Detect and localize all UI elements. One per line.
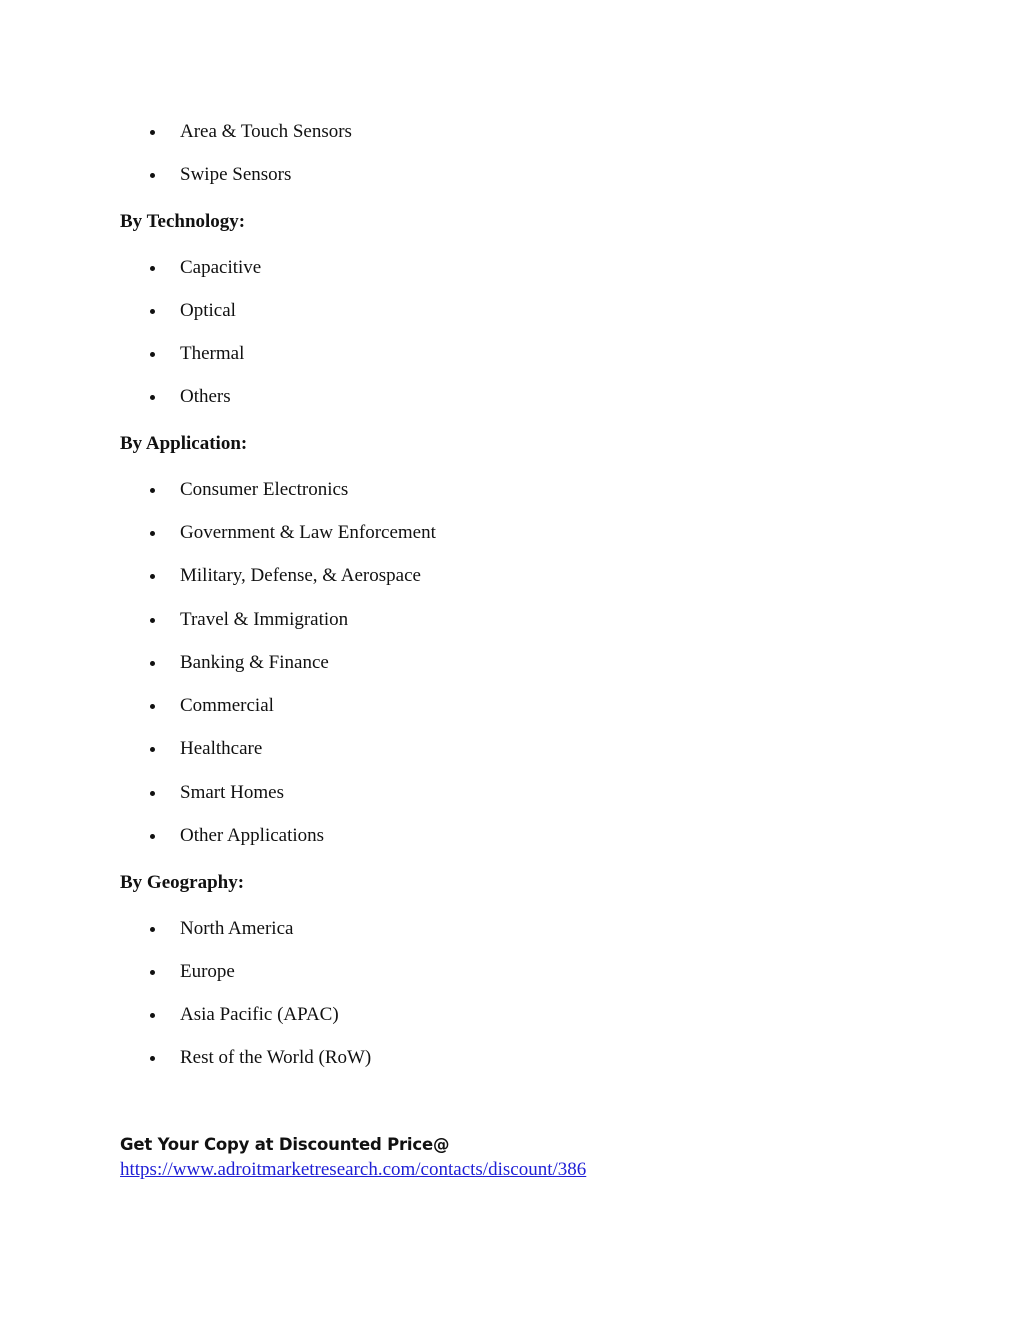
list-item-text: Capacitive (180, 257, 262, 278)
bullet-icon (150, 130, 155, 135)
bullet-icon (150, 488, 155, 493)
list-item-text: Swipe Sensors (180, 164, 292, 185)
section-heading-technology: By Technology: (120, 211, 246, 232)
bullet-icon (150, 352, 155, 357)
discount-link[interactable]: https://www.adroitmarketresearch.com/contacts/discount/386 (120, 1159, 587, 1180)
bullet-icon (150, 309, 155, 314)
bullet-icon (150, 266, 155, 271)
bullet-icon (150, 531, 155, 536)
section-heading-geography: By Geography: (120, 872, 245, 893)
bullet-icon (150, 747, 155, 752)
list-item-text: Europe (180, 961, 235, 982)
list-item-text: Military, Defense, & Aerospace (180, 565, 421, 586)
bullet-icon (150, 704, 155, 709)
bullet-icon (150, 618, 155, 623)
list-item-text: Healthcare (180, 738, 263, 759)
list-item-text: North America (180, 918, 294, 939)
bullet-icon (150, 574, 155, 579)
bullet-icon (150, 970, 155, 975)
section-heading-application: By Application: (120, 433, 248, 454)
list-item-text: Asia Pacific (APAC) (180, 1004, 339, 1025)
list-item-text: Consumer Electronics (180, 479, 349, 500)
bullet-icon (150, 173, 155, 178)
bullet-icon (150, 661, 155, 666)
list-item-text: Others (180, 386, 231, 407)
list-item-text: Area & Touch Sensors (180, 121, 352, 142)
bullet-icon (150, 1013, 155, 1018)
list-item-text: Government & Law Enforcement (180, 522, 436, 543)
list-item-text: Travel & Immigration (180, 609, 349, 630)
bullet-icon (150, 927, 155, 932)
bullet-icon (150, 791, 155, 796)
list-item-text: Optical (180, 300, 236, 321)
bullet-icon (150, 834, 155, 839)
list-item-text: Other Applications (180, 825, 325, 846)
bullet-icon (150, 1056, 155, 1061)
bullet-icon (150, 395, 155, 400)
list-item-text: Banking & Finance (180, 652, 329, 673)
discount-heading: Get Your Copy at Discounted Price@ (120, 1135, 450, 1154)
list-item-text: Commercial (180, 695, 274, 716)
list-item-text: Thermal (180, 343, 245, 364)
list-item-text: Rest of the World (RoW) (180, 1047, 372, 1068)
list-item-text: Smart Homes (180, 782, 284, 803)
